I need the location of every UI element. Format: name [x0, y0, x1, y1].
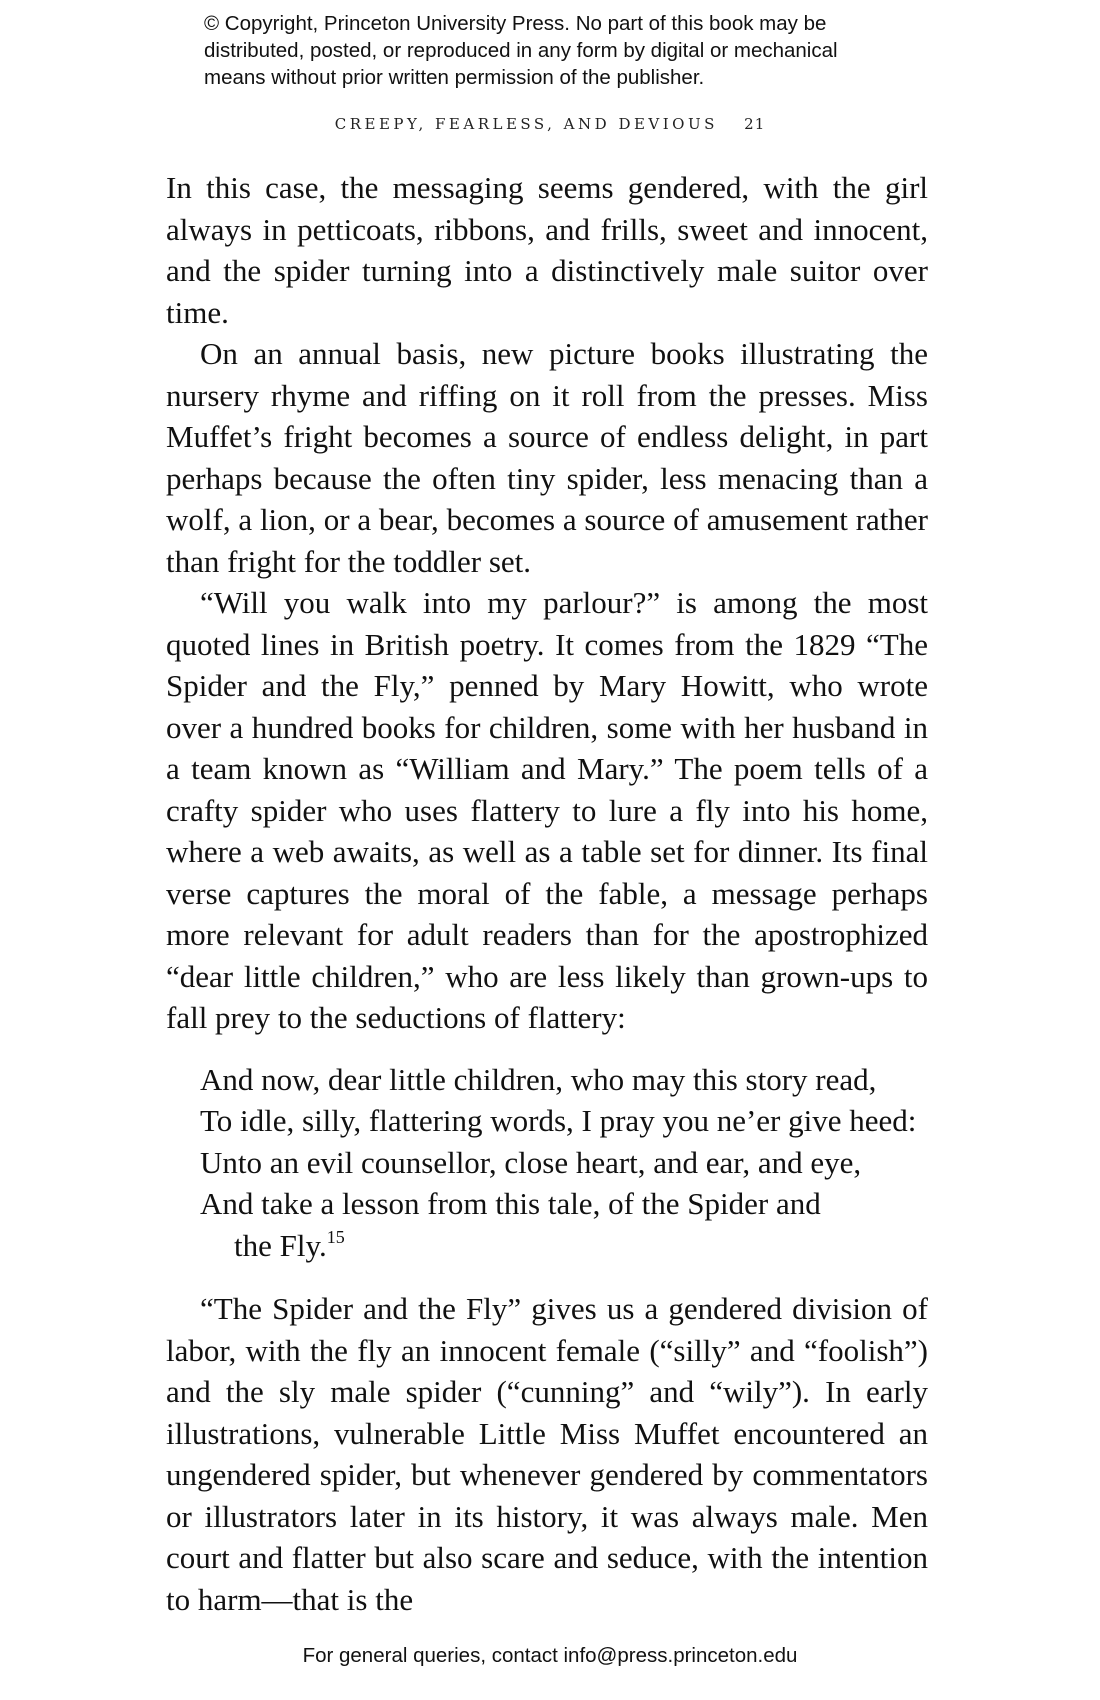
- footnote-reference: 15: [326, 1226, 345, 1247]
- footer-contact: For general queries, contact info@press.princeton.edu: [302, 1644, 798, 1667]
- verse-line: To idle, silly, flattering words, I pray you ne’er give heed:: [200, 1103, 917, 1138]
- paragraph: On an annual basis, new picture books illustrating the nursery rhyme and riffing on it roll from the presses. Miss Muffet’s fright becomes a source of endless delight, in part perhaps because the often tiny spider, less menacing than a wolf, a lion, or a bear, becomes a source of amusement rather than fright for the toddler set.: [166, 336, 928, 579]
- running-head: [0, 115, 1100, 133]
- running-head-title: CREEPY, FEARLESS, AND DEVIOUS: [334, 115, 718, 133]
- copyright-line: means without prior written permission of the publisher.: [204, 66, 705, 89]
- verse-line: And now, dear little children, who may this story read,: [200, 1061, 877, 1097]
- page-number: 21: [744, 115, 766, 133]
- verse-turnover-text: the Fly.: [234, 1227, 327, 1263]
- verse-line: Unto an evil counsellor, close heart, and ear, and eye,: [200, 1144, 862, 1180]
- copyright-line: © Copyright, Princeton University Press. No part of this book may be: [204, 12, 827, 35]
- copyright-notice: [204, 10, 924, 91]
- paragraph: In this case, the messaging seems gendered, with the girl always in petticoats, ribbons, and frills, sweet and innocent, and the spider turning into a distinctively male suitor over time.: [166, 170, 928, 330]
- verse-line: And take a lesson from this tale, of the Spider and: [200, 1186, 821, 1221]
- paragraph: “Will you walk into my parlour?” is among the most quoted lines in British poetry. It comes from the 1829 “The Spider and the Fly,” penned by Mary Howitt, who wrote over a hundred books for children, some with her husband in a team known as “William and Mary.” The poem tells of a crafty spider who uses flattery to lure a fly into his home, where a web awaits, as well as a table set for dinner. Its final verse captures the moral of the fable, a message perhaps more relevant for adult readers than for the apostrophized “dear little children,” who are less likely than grown-ups to fall prey to the seductions of flattery:: [166, 585, 928, 1035]
- copyright-line: distributed, posted, or reproduced in any form by digital or mechanical: [204, 39, 838, 62]
- verse-line-turnover: [200, 1225, 928, 1267]
- paragraph: “The Spider and the Fly” gives us a gendered division of labor, with the fly an innocent female (“silly” and “foolish”) and the sly male spider (“cunning” and “wily”). In early illustrations, vulnerable Little Miss Muffet encountered an ungendered spider, but whenever gendered by commentators or illustrators later in its history, it was always male. Men court and flatter but also scare and seduce, with the intention to harm—that is the: [166, 1291, 928, 1617]
- verse-block: [200, 1059, 928, 1267]
- body-text: [166, 167, 928, 1620]
